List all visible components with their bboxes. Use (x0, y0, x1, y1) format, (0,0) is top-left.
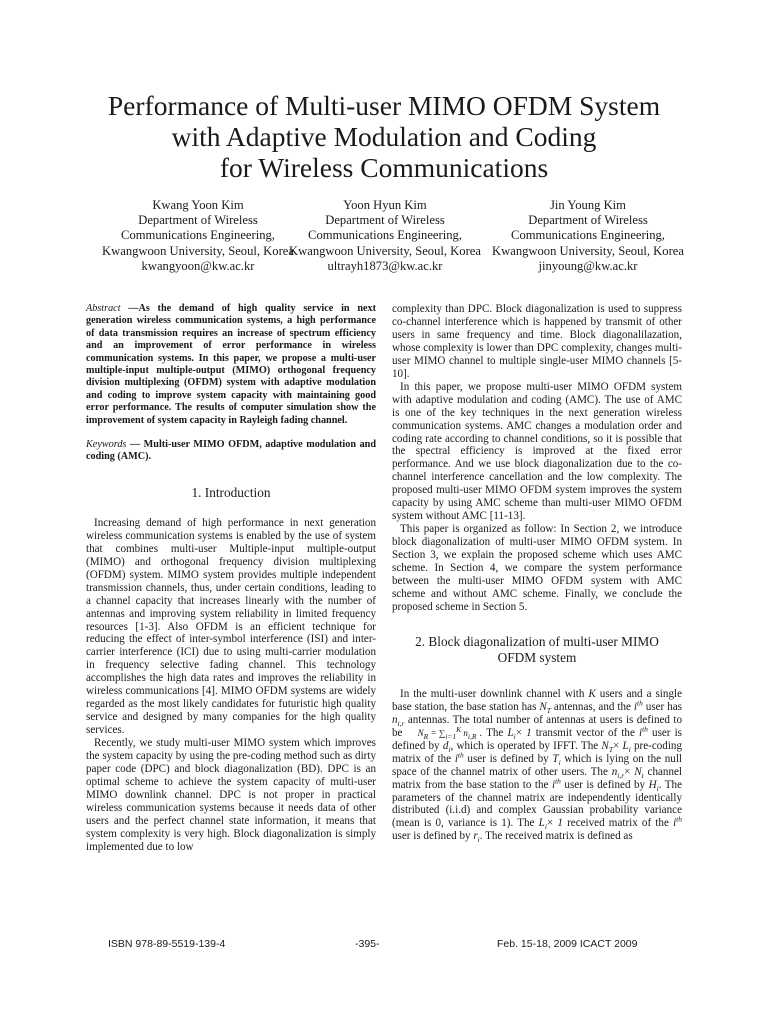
keywords-text: — Multi-user MIMO OFDM, adaptive modulation and coding (AMC). (86, 439, 376, 463)
author-dept: Communications Engineering, (511, 228, 665, 243)
author-block-3 (478, 198, 698, 274)
author-name: Kwang Yoon Kim (152, 198, 244, 212)
title-line-2: with Adaptive Modulation and Coding (171, 121, 597, 152)
sec2-paragraph-1: In the multi-user downlink channel with K users and a single base station, the base station has $N_T$ antennas, and the $i^{th}$ user has $n_{i,r}$ antennas. The total number of antennas at users is defined to be $N_R = \sum_{i=1}^K$ $n_{i,R}$ . The $L_i\times 1$ transmit vector of the $i^{th}$ user is defined by $d_i$, which is operated by IFFT. The $N_T\times L_i$ pre-coding matrix of the $i^{th}$ user is defined by $T_i$ which is lying on the null space of the channel matrix of other users. The $n_{i,r}\times N_t$ channel matrix from the base station to the $i^{th}$ user is defined by $H_i$. The parameters of the channel matrix are independently identically distributed (i.i.d) and complex Gaussian probability variance (mean is 0, variance is 1). The $L_i\times 1$ received matrix of the $i^{th}$ user is defined by $r_i$. The received matrix is defined as (392, 687, 683, 845)
section-heading-text: 1. Introduction (191, 484, 271, 500)
total-antennas-formula: $N_R = \sum_{i=1}^K$ $n_{i,R}$ (417, 724, 477, 741)
author-email[interactable]: jinyoung@kw.ac.kr (538, 258, 638, 273)
abstract-label: Abstract (86, 303, 121, 314)
intro-paragraph-1: Increasing demand of high performance in next generation wireless communication systems is enabled by the use of system that combines multi-user Multiple-input multiple-output (MIMO) and orthogonal frequency division multiplexing (OFDM) system. MIMO system provides multiple independent transmission channels, thus, under certain conditions, leading to a channel capacity that increases linearly with the number of antennas and improving system reliability in limited frequency resources [1-3]. Also OFDM is an efficient technique for reducing the effect of inter-symbol interference (ISI) and inter-carrier interference (ICI) due to using multi-carrier modulation in frequency selective fading channel. This technology accomplishes the high data rates and improves the reliability in wireless communications [4]. MIMO OFDM systems are widely regarded as the most likely candidates for futuristic high quality service and designed by many companies for the high quality services. (86, 516, 376, 737)
intro-paragraph-5: This paper is organized as follow: In Section 2, we introduce block diagonalization of multi-user MIMO OFDM system. In Section 3, we explain the proposed scheme which uses AMC scheme. In Section 4, we compare the system performance between the multi-user MIMO OFDM system with AMC scheme and without AMC scheme. Finally, we conclude the proposed scheme in Section 5. (392, 523, 682, 613)
author-dept: Communications Engineering, (121, 228, 275, 243)
author-univ: Kwangwoon University, Seoul, Korea (102, 243, 294, 258)
left-column (86, 303, 376, 854)
author-name: Yoon Hyun Kim (343, 198, 427, 212)
section-heading-line-1: 2. Block diagonalization of multi-user MIMO (415, 633, 659, 649)
right-column (392, 303, 682, 843)
intro-paragraph-3: complexity than DPC. Block diagonalization is used to suppress co-channel interference which is happened by transmit of other users in same frequency and time. Block diagonalilazation, whose complexity is lower than DPC complexity, changes multi-user MIMO channel to multiple single-user MIMO channels [5-10]. (392, 303, 682, 380)
abstract (86, 303, 376, 427)
author-univ: Kwangwoon University, Seoul, Korea (289, 243, 481, 258)
title-line-1: Performance of Multi-user MIMO OFDM System (107, 90, 661, 121)
author-name: Jin Young Kim (550, 198, 626, 212)
author-dept: Communications Engineering, (308, 228, 462, 243)
author-dept: Department of Wireless (528, 213, 648, 228)
section-heading-block-diagonalization (392, 634, 682, 666)
intro-paragraph-4: In this paper, we propose multi-user MIMO OFDM system with adaptive modulation and coding (AMC). The use of AMC is one of the key techniques in the next generation wireless communication systems. AMC changes a modulation order and coding rate according to channel conditions, so it is possible that the spectral efficiency is improved at the fixed error performance. And we use block diagonalization due to the co-channel interference cancellation and the low complexity. The proposed multi-user MIMO OFDM system improves the system capacity by using AMC scheme than multi-user MIMO OFDM system without AMC [11-13]. (392, 380, 682, 523)
author-email[interactable]: kwangyoon@kw.ac.kr (141, 258, 255, 273)
section-heading-introduction (86, 485, 376, 501)
author-univ: Kwangwoon University, Seoul, Korea (492, 243, 684, 258)
keywords-label: Keywords (86, 439, 127, 451)
abstract-text: —As the demand of high quality service in next generation wireless communication systems, a high performance of data transmission requires an increase of spectrum efficiency and an improvement of error performance in wireless communication systems. In this paper, we propose a multi-user multiple-input multiple-output (MIMO) orthogonal frequency division multiplexing (OFDM) system with adaptive modulation and coding to improve system capacity with maintaining good error performance. The results of computer simulation show the improvement of system capacity in Rayleigh fading channel. (86, 303, 376, 426)
section-heading-line-2: OFDM system (497, 649, 577, 665)
author-dept: Department of Wireless (138, 213, 258, 228)
keywords (86, 439, 376, 464)
author-block-2 (275, 198, 495, 274)
author-email[interactable]: ultrayh1873@kw.ac.kr (327, 258, 443, 273)
footer-conference: Feb. 15-18, 2009 ICACT 2009 (497, 938, 638, 950)
footer-isbn: ISBN 978-89-5519-139-4 (108, 938, 226, 950)
intro-paragraph-2: Recently, we study multi-user MIMO system which improves the system capacity by using the pre-coding method such as dirty paper code (DPC) and block diagonalization (BD). DPC is an optimal scheme to achieve the system capacity of multi-user MIMO downlink channel. DPC is not proper in practical wireless communication systems because it needs data of other users and the perfect channel state information, it means that system complexity is very high. Block diagonalization is simply implemented due to low (86, 737, 376, 853)
footer-page-number: -395- (355, 938, 380, 950)
author-dept: Department of Wireless (325, 213, 445, 228)
paper-title (60, 90, 708, 183)
title-line-3: for Wireless Communications (219, 152, 549, 183)
